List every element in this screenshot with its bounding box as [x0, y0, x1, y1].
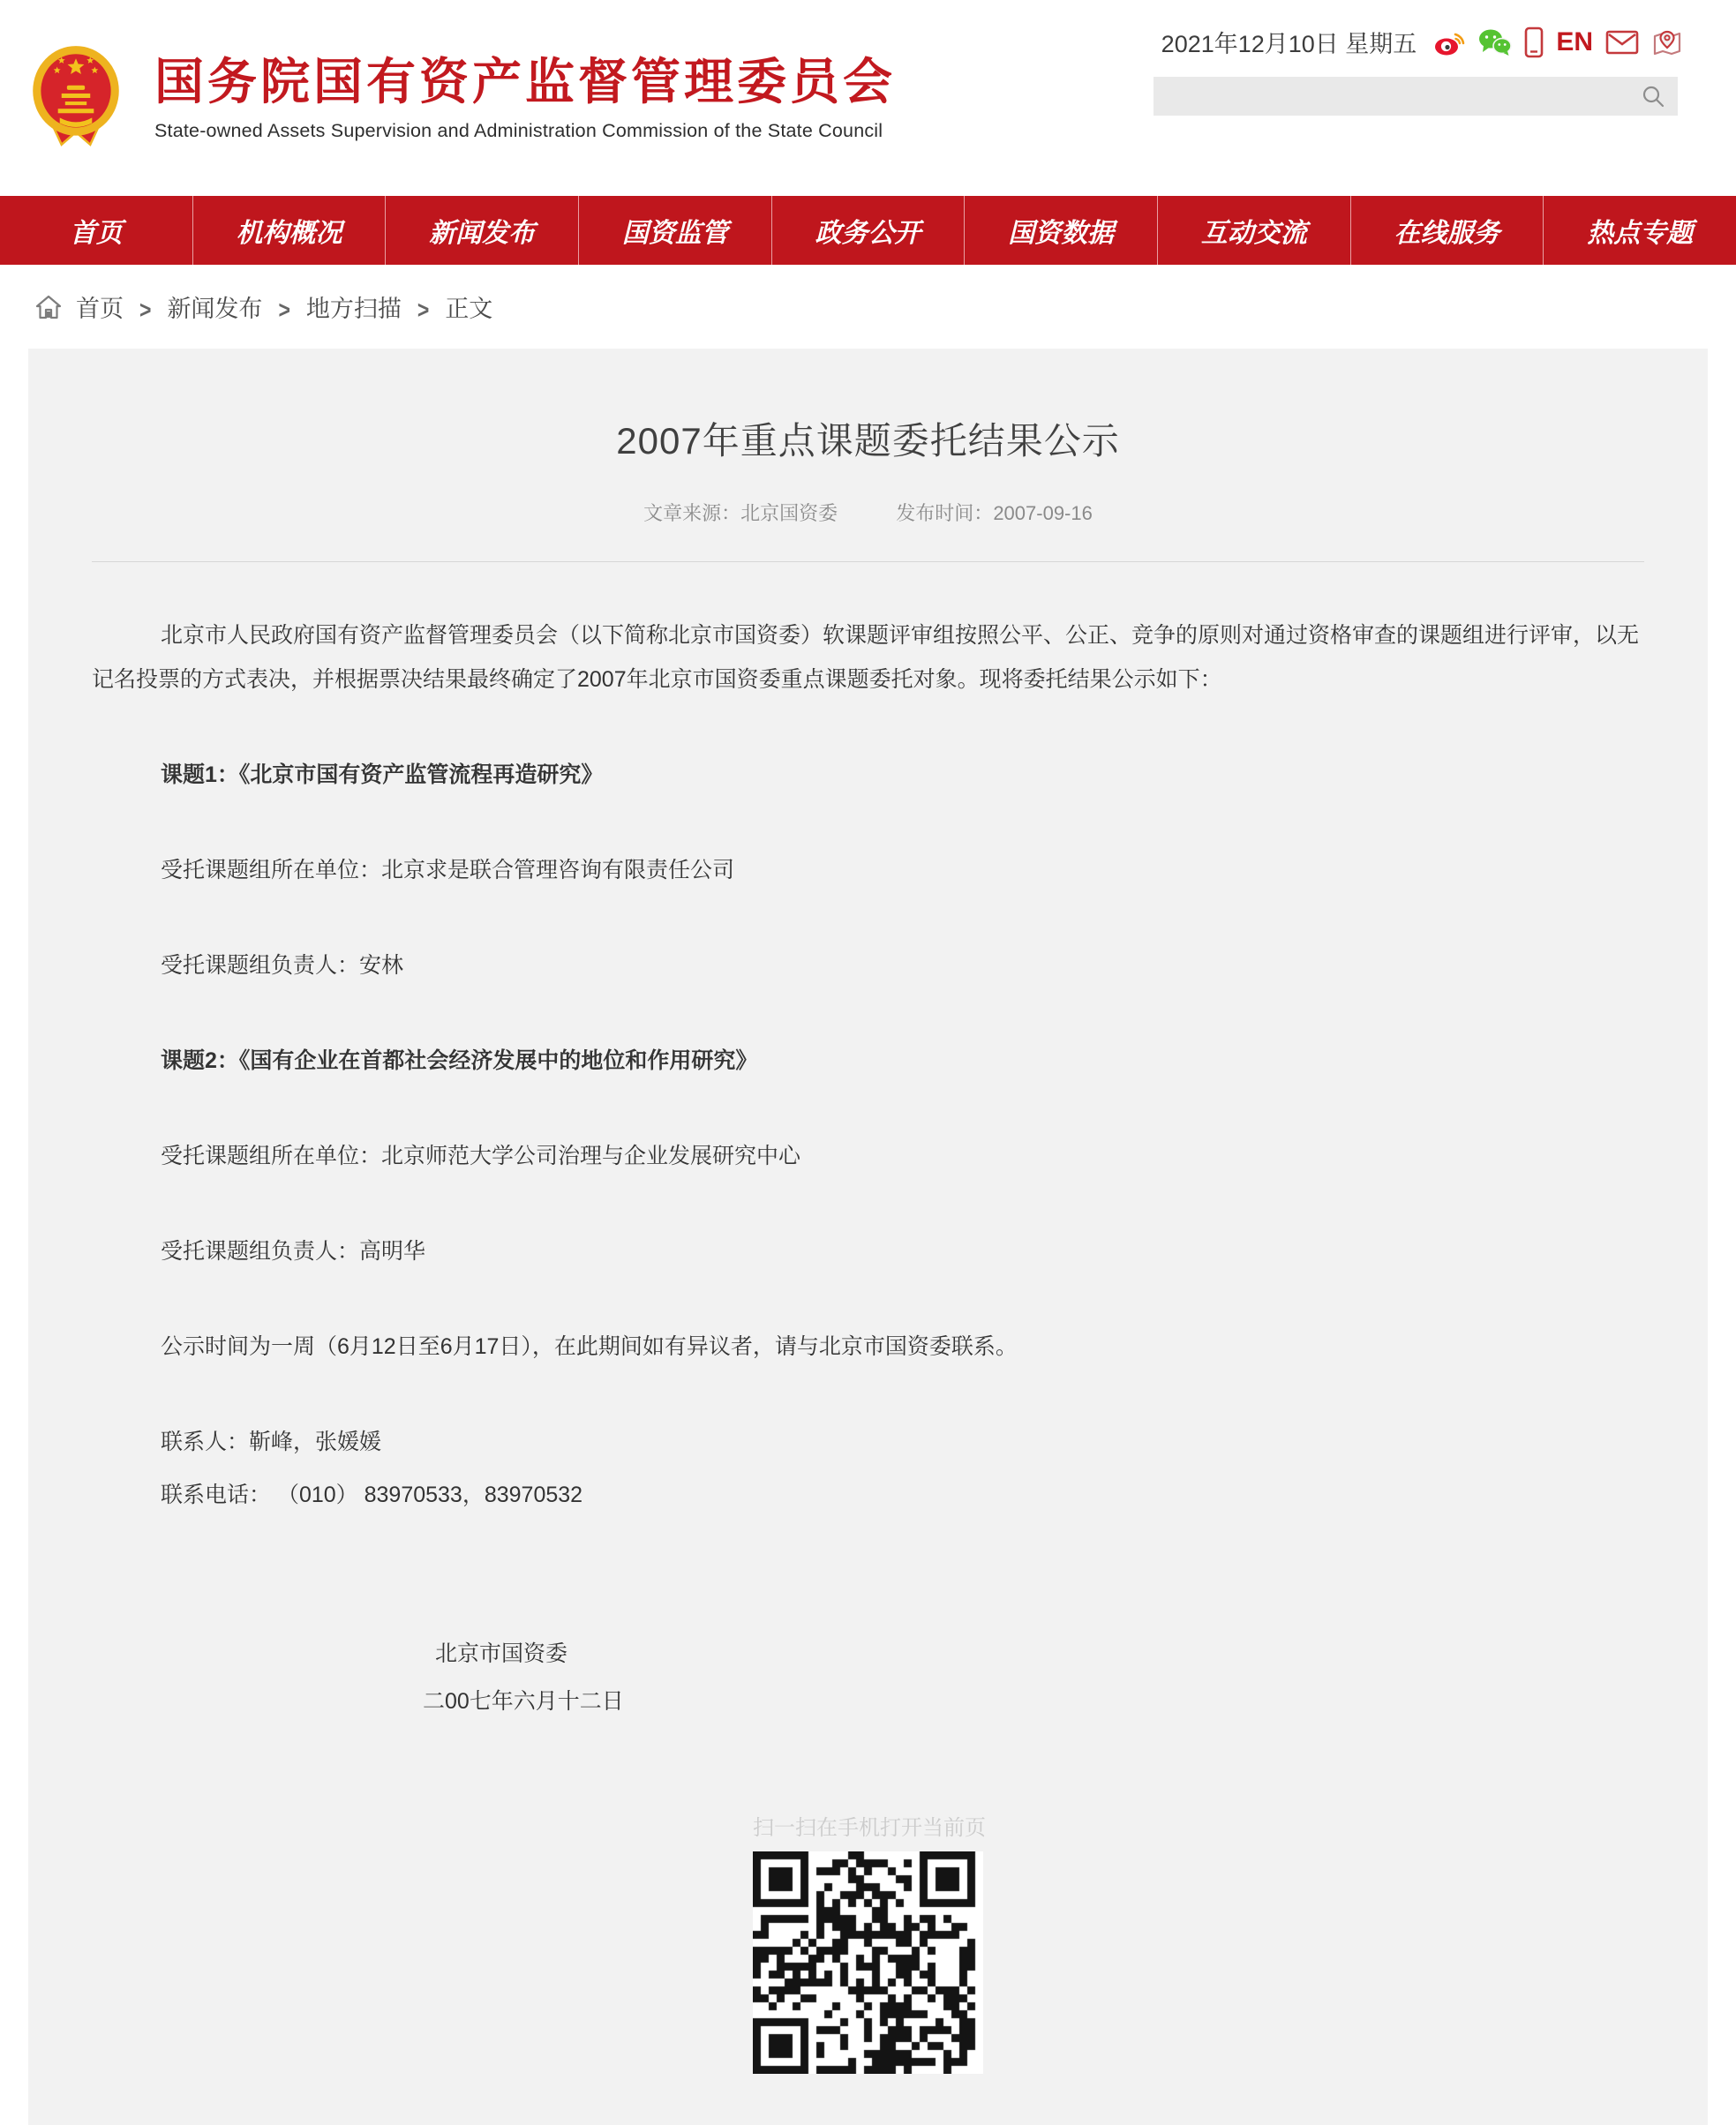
mobile-icon[interactable]: [1524, 26, 1544, 58]
nav-item[interactable]: 国资数据: [965, 196, 1158, 265]
article-title: 2007年重点课题委托结果公示: [616, 420, 1120, 462]
breadcrumb-separator: >: [278, 296, 290, 324]
qr-code: [753, 1851, 983, 2074]
nav-item[interactable]: 国资监管: [579, 196, 772, 265]
site-title: 国务院国有资产监督管理委员会: [154, 54, 896, 109]
nav-item[interactable]: 热点专题: [1587, 219, 1694, 248]
article-paragraph: 北京市人民政府国有资产监督管理委员会（以下简称北京市国资委）软课题评审组按照公平、公正、竞争的原则对通过资格审查的课题组进行评审，以无记名投票的方式表决，并根据票决结果最终确定了2007年北京市国资委重点课题委托对象。现将委托结果公示如下：: [92, 623, 1640, 692]
breadcrumb-item[interactable]: 新闻发布 >: [167, 296, 290, 324]
article-paragraph: 联系人：靳峰，张媛媛: [161, 1430, 382, 1454]
nav-item[interactable]: 互动交流: [1158, 196, 1351, 265]
location-map-icon[interactable]: [1651, 26, 1683, 58]
article-pubdate: 发布时间：2007-09-16: [896, 502, 1093, 524]
meta-divider: [92, 561, 1644, 562]
home-icon[interactable]: [35, 295, 62, 319]
article-paragraph: 受托课题组负责人：高明华: [161, 1239, 426, 1264]
breadcrumb-separator: >: [139, 296, 152, 324]
search-input[interactable]: [1168, 79, 1637, 114]
date-row: [1154, 25, 1683, 59]
article-paragraph: 受托课题组所在单位：北京求是联合管理咨询有限责任公司: [161, 858, 735, 882]
weibo-icon[interactable]: [1434, 26, 1466, 58]
nav-item[interactable]: 机构概况: [193, 196, 387, 265]
article-paragraph: 课题2：《国有企业在首都社会经济发展中的地位和作用研究》: [161, 1048, 758, 1073]
article-signature: [423, 1630, 1644, 1725]
article-paragraph: 联系电话： （010） 83970533，83970532: [161, 1483, 583, 1507]
national-emblem-icon: [31, 42, 121, 154]
mail-icon[interactable]: [1605, 26, 1639, 58]
search-box: [1154, 77, 1678, 116]
search-button[interactable]: [1637, 80, 1669, 112]
article-source: 文章来源：北京国资委: [643, 502, 838, 524]
search-icon: [1641, 84, 1665, 109]
signature-org: 北京市国资委: [435, 1641, 568, 1666]
article-panel: [28, 349, 1708, 2125]
wechat-icon[interactable]: [1478, 26, 1512, 58]
breadcrumb-item[interactable]: 地方扫描 >: [305, 296, 430, 324]
breadcrumb-separator: >: [417, 296, 430, 324]
breadcrumb-item[interactable]: 首页 >: [76, 296, 152, 324]
breadcrumb: [0, 265, 1736, 349]
nav-item[interactable]: 政务公开: [772, 196, 966, 265]
current-date: 2021年12月10日 星期五: [1161, 31, 1417, 57]
site-header: [0, 0, 1736, 196]
header-right: [1154, 25, 1683, 116]
qr-section: [753, 1810, 986, 2074]
article-meta: [28, 499, 1708, 526]
nav-item[interactable]: 在线服务: [1351, 196, 1544, 265]
article-paragraph: 课题1：《北京市国有资产监管流程再造研究》: [161, 762, 604, 787]
article-paragraph: 公示时间为一周（6月12日至6月17日），在此期间如有异议者，请与北京市国资委联系。: [161, 1334, 1018, 1359]
breadcrumb-item[interactable]: 正文: [445, 296, 493, 322]
site-subtitle: State-owned Assets Supervision and Administration Commission of the State Council: [154, 119, 883, 141]
english-version-link[interactable]: EN: [1556, 26, 1593, 56]
nav-item[interactable]: 新闻发布: [386, 196, 579, 265]
article-paragraph: 受托课题组负责人：安林: [161, 953, 404, 978]
article-body: [28, 613, 1708, 1725]
nav-item[interactable]: 首页: [0, 196, 193, 265]
signature-date: 二00七年六月十二日: [423, 1689, 624, 1714]
main-nav: [0, 196, 1736, 265]
qr-caption: 扫一扫在手机打开当前页: [753, 1816, 986, 1840]
article-paragraph: 受托课题组所在单位：北京师范大学公司治理与企业发展研究中心: [161, 1144, 801, 1168]
site-logo-link[interactable]: [31, 42, 896, 154]
